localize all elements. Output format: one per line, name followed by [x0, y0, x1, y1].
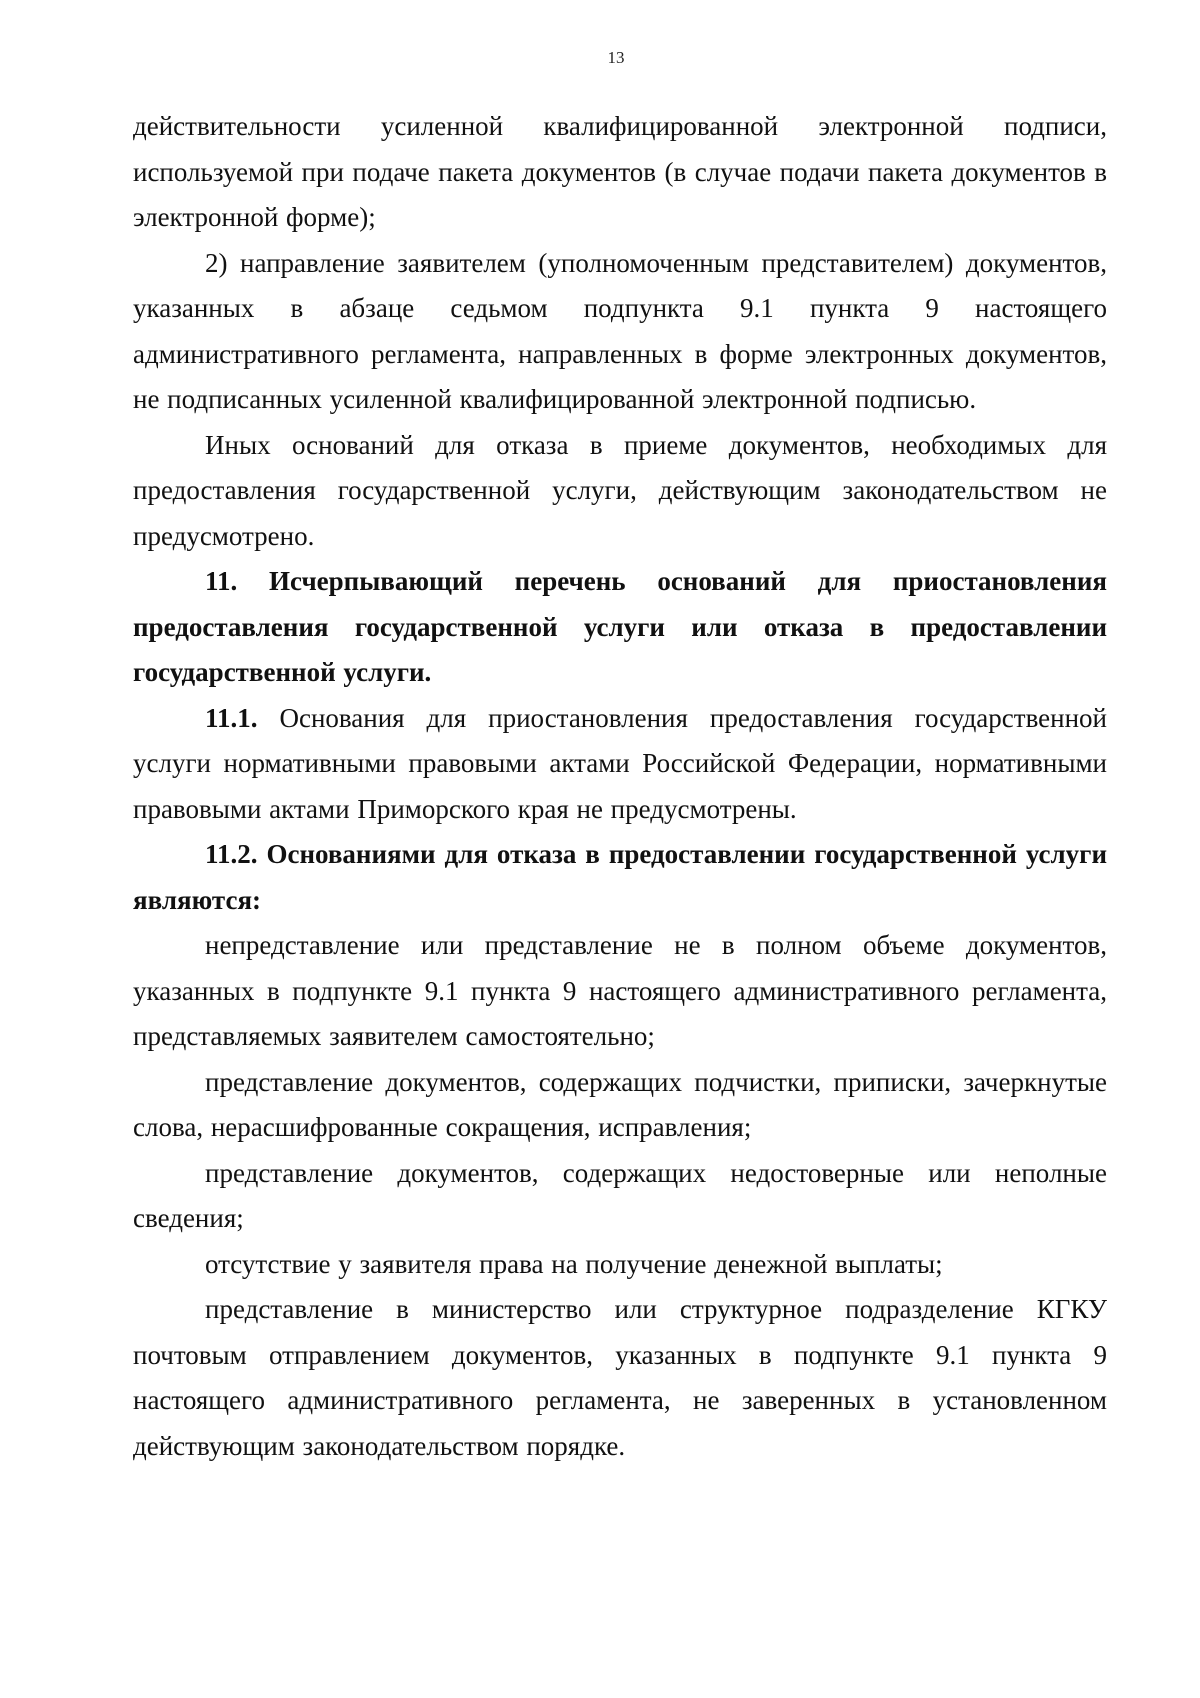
list-item-unreliable-info: представление документов, содержащих недостоверные или неполные сведения;: [133, 1157, 1107, 1233]
list-item-incomplete-documents: непредставление или представление не в полном объеме документов, указанных в подпункте 9.1 пункта 9 настоящего административного регламента, представляемых заявителем самостоятельно;: [133, 930, 1107, 1051]
document-body: [133, 104, 1107, 1469]
list-item-uncertified-mail: представление в министерство или структурное подразделение КГКУ почтовым отправлением документов, указанных в подпункте 9.1 пункта 9 настоящего административного регламента, не заверенных в установленном действующим законодательством порядке.: [133, 1294, 1107, 1461]
paragraph-11-1: [133, 696, 1107, 833]
clause-text-11-1: Основания для приостановления предоставления государственной услуги нормативными правовыми актами Российской Федерации, нормативными правовыми актами Приморского края не предусмотрены.: [133, 702, 1107, 824]
list-item-erasures: представление документов, содержащих подчистки, приписки, зачеркнутые слова, нерасшифрованные сокращения, исправления;: [133, 1066, 1107, 1142]
paragraph-no-other-grounds: Иных оснований для отказа в приеме документов, необходимых для предоставления государственной услуги, действующим законодательством не предусмотрено.: [133, 429, 1107, 551]
section-heading-11: 11. Исчерпывающий перечень оснований для приостановления предоставления государственной услуги или отказа в предоставлении государственной услуги.: [133, 566, 1107, 687]
paragraph-item-2: 2) направление заявителем (уполномоченным представителем) документов, указанных в абзаце седьмом подпункта 9.1 пункта 9 настоящего административного регламента, направленных в форме электронных документов, не подписанных усиленной квалифицированной электронной подписью.: [133, 247, 1107, 414]
clause-number-11-1: 11.1.: [205, 702, 258, 733]
page-number: 13: [607, 48, 625, 67]
paragraph-signature-validity: действительности усиленной квалифицированной электронной подписи, используемой при подаче пакета документов (в случае подачи пакета документов в электронной форме);: [133, 111, 1107, 232]
list-item-no-right: отсутствие у заявителя права на получение денежной выплаты;: [205, 1248, 943, 1279]
paragraph-11-2-heading: 11.2. Основаниями для отказа в предоставлении государственной услуги являются:: [133, 839, 1107, 915]
